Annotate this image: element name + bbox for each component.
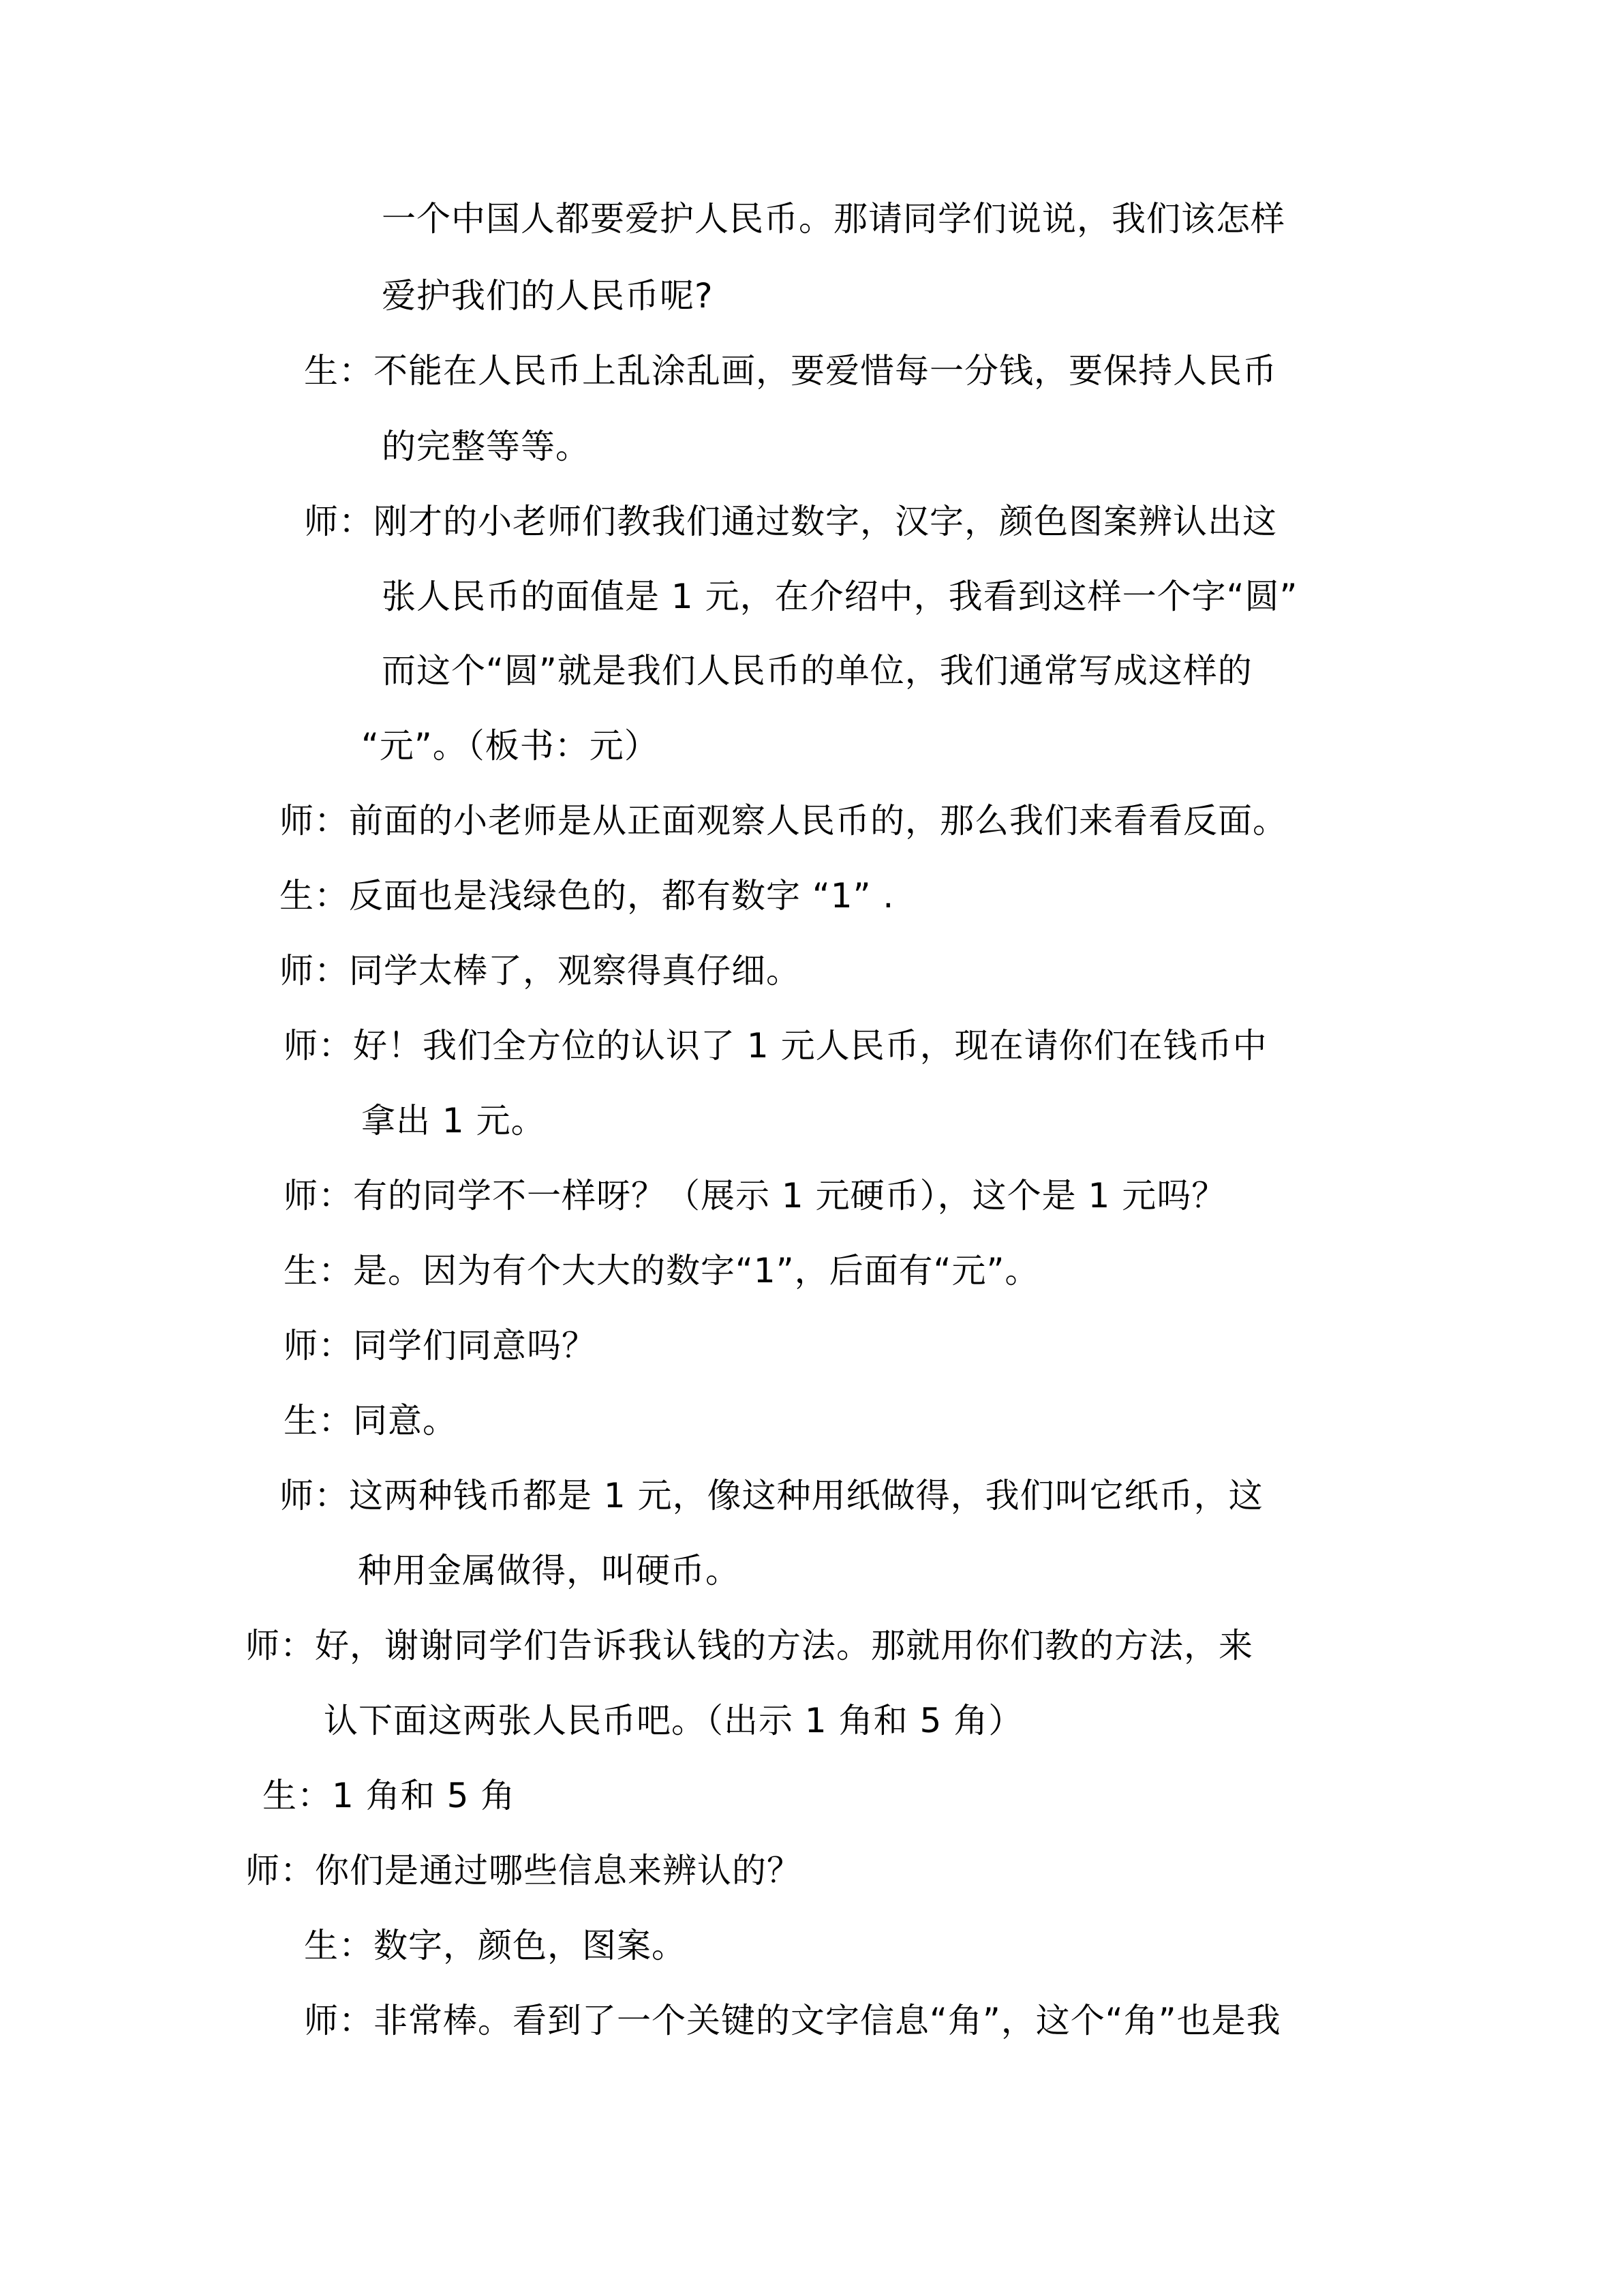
text-line-14: 师：有的同学不一样呀？（展示 1 元硬币），这个是 1 元吗？ — [284, 1176, 1227, 1215]
text-line-4: 的完整等等。 — [382, 427, 590, 466]
text-line-1: 一个中国人都要爱护人民币。那请同学们说说，我们该怎样 — [382, 199, 1285, 239]
text-line-8: “元”。（板书：元） — [361, 726, 659, 766]
text-line-13: 拿出 1 元。 — [361, 1101, 546, 1141]
text-line-6: 张人民币的面值是 1 元，在介绍中，我看到这样一个字“圆” — [382, 577, 1298, 616]
text-line-16: 师：同学们同意吗？ — [284, 1326, 596, 1365]
text-line-12: 师：好！我们全方位的认识了 1 元人民币，现在请你们在钱币中 — [284, 1026, 1268, 1066]
text-line-18: 师：这两种钱币都是 1 元，像这种用纸做得，我们叫它纸币，这 — [279, 1476, 1264, 1515]
text-line-22: 生：1 角和 5 角 — [262, 1776, 516, 1815]
text-line-20: 师：好，谢谢同学们告诉我认钱的方法。那就用你们教的方法，来 — [245, 1626, 1253, 1665]
text-line-7: 而这个“圆”就是我们人民币的单位，我们通常写成这样的 — [382, 651, 1253, 691]
text-line-21: 认下面这两张人民币吧。（出示 1 角和 5 角） — [324, 1701, 1024, 1740]
text-line-24: 生：数字，颜色，图案。 — [304, 1926, 686, 1965]
text-line-10: 生：反面也是浅绿色的，都有数字 “1” . — [279, 876, 895, 916]
text-line-9: 师：前面的小老师是从正面观察人民币的，那么我们来看看反面。 — [279, 801, 1287, 841]
text-line-23: 师：你们是通过哪些信息来辨认的？ — [245, 1851, 801, 1890]
text-line-3: 生：不能在人民币上乱涂乱画，要爱惜每一分钱，要保持人民币 — [304, 351, 1277, 391]
text-line-15: 生：是。因为有个大大的数字“1”，后面有“元”。 — [284, 1251, 1040, 1290]
text-line-19: 种用金属做得，叫硬币。 — [358, 1551, 740, 1590]
text-line-11: 师：同学太棒了，观察得真仔细。 — [279, 951, 801, 991]
text-line-5: 师：刚才的小老师们教我们通过数字，汉字，颜色图案辨认出这 — [304, 502, 1277, 541]
text-line-2: 爱护我们的人民币呢? — [382, 276, 714, 316]
text-line-17: 生：同意。 — [284, 1401, 457, 1440]
text-line-25: 师：非常棒。看到了一个关键的文字信息“角”，这个“角”也是我 — [304, 2001, 1281, 2040]
